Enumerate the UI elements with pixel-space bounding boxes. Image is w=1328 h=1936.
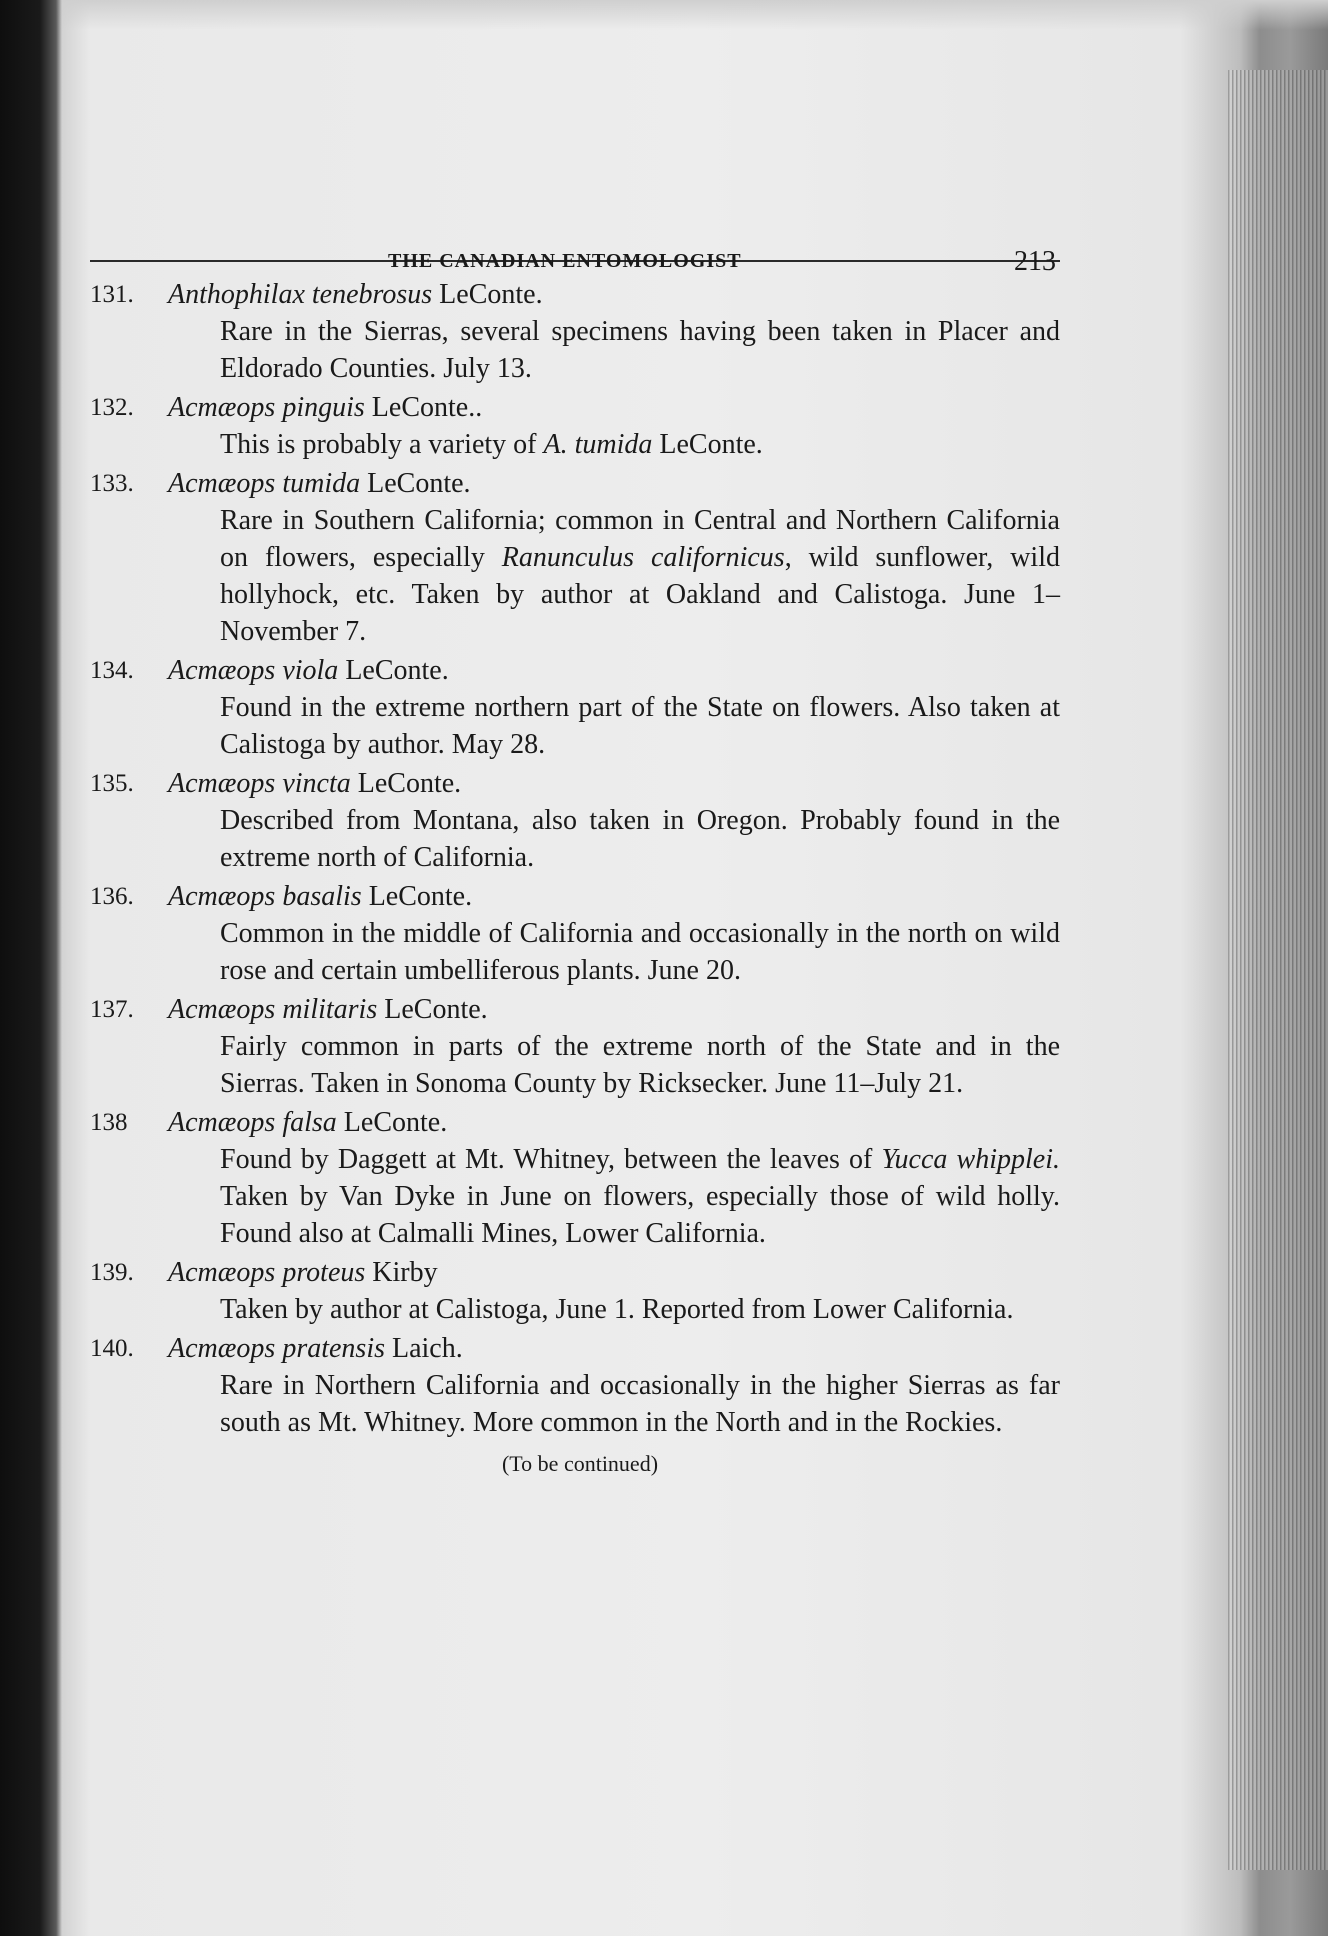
species-entry-138: [90, 1104, 1060, 1252]
species-name: Acmæops proteus: [168, 1257, 366, 1288]
entry-heading: [90, 389, 1060, 426]
to-be-continued-note: (To be continued): [501, 1451, 659, 1476]
entry-heading: [90, 465, 1060, 502]
species-author: LeConte..: [364, 392, 483, 423]
entry-description: [90, 502, 1060, 650]
description-text: This is probably a variety of: [220, 429, 544, 460]
description-text: Rare in Southern California; common in Central and Northern California on flowers, especially: [220, 505, 1060, 573]
entry-number: 140.: [90, 1335, 134, 1362]
description-text: LeConte.: [652, 429, 763, 460]
entry-number: 134.: [90, 657, 134, 684]
species-author: LeConte.: [377, 994, 488, 1025]
entry-number: 131.: [90, 281, 134, 308]
entry-number: 136.: [90, 883, 134, 910]
species-name: Acmæops pinguis: [168, 392, 365, 423]
description-italic: A. tumida: [543, 429, 653, 460]
entry-number: 138: [90, 1109, 128, 1136]
page-top-shade: [0, 0, 1328, 30]
species-list: [90, 276, 1060, 1441]
species-name: Acmæops basalis: [168, 881, 362, 912]
entry-description: Rare in the Sierras, several specimens having been taken in Placer and Eldorado Counties. July 13.: [220, 316, 1060, 384]
entry-heading: [90, 1104, 1060, 1141]
entry-name: [168, 765, 461, 802]
entry-heading: [90, 1254, 1060, 1291]
species-author: LeConte.: [360, 468, 471, 499]
species-entry-134: [90, 652, 1060, 763]
species-entry-133: [90, 465, 1060, 650]
entry-name: [168, 1254, 438, 1291]
book-gutter: [0, 0, 62, 1936]
description-text: Found by Daggett at Mt. Whitney, between the leaves of: [220, 1144, 882, 1175]
species-author: LeConte.: [432, 279, 543, 310]
entry-number: 135.: [90, 770, 134, 797]
entry-number: 132.: [90, 394, 134, 421]
entry-heading: [90, 991, 1060, 1028]
species-name: Acmæops pratensis: [168, 1333, 385, 1364]
species-author: Laich.: [385, 1333, 463, 1364]
entry-heading: [90, 652, 1060, 689]
species-author: LeConte.: [336, 1107, 448, 1138]
species-entry-132: [90, 389, 1060, 463]
entry-name: [168, 1330, 463, 1367]
entry-description: Fairly common in parts of the extreme north of the State and in the Sierras. Taken in Sonoma County by Ricksecker. June 11–July 21.: [220, 1031, 1060, 1099]
description-text: Taken by Van Dyke in June on flowers, especially those of wild holly. Found also at Calmalli Mines, Lower California.: [220, 1181, 1060, 1249]
species-name: Acmæops vincta: [168, 768, 351, 799]
entry-name: [168, 991, 488, 1028]
species-entry-135: [90, 765, 1060, 876]
species-name: Acmæops tumida: [168, 468, 361, 499]
entry-description: [90, 1141, 1060, 1252]
description-italic: Ranunculus californicus: [501, 542, 785, 573]
entry-name: [168, 389, 482, 426]
entry-name: [168, 878, 472, 915]
entry-description: Found in the extreme northern part of the State on flowers. Also taken at Calistoga by author. May 28.: [220, 692, 1060, 760]
entry-name: [168, 465, 471, 502]
species-author: LeConte.: [338, 655, 449, 686]
entry-name: [168, 1104, 447, 1141]
species-entry-137: [90, 991, 1060, 1102]
entry-description: Taken by author at Calistoga, June 1. Reported from Lower California.: [220, 1294, 1014, 1325]
species-name: Acmæops militaris: [168, 994, 378, 1025]
page-content: [90, 200, 1060, 1477]
description-italic: Yucca whipplei.: [881, 1144, 1060, 1175]
species-name: Acmæops viola: [168, 655, 339, 686]
species-author: LeConte.: [350, 768, 462, 799]
entry-description: Described from Montana, also taken in Oregon. Probably found in the extreme north of California.: [220, 805, 1060, 873]
page-header: [90, 200, 1060, 277]
entry-heading: [90, 878, 1060, 915]
species-name: Anthophilax tenebrosus: [168, 279, 433, 310]
entry-number: 133.: [90, 470, 134, 497]
entry-name: [168, 652, 449, 689]
entry-heading: [90, 765, 1060, 802]
entry-description: Common in the middle of California and occasionally in the north on wild rose and certain umbelliferous plants. June 20.: [220, 918, 1060, 986]
species-author: LeConte.: [361, 881, 473, 912]
entry-name: [168, 276, 543, 313]
species-entry-131: [90, 276, 1060, 387]
page-number: 213: [1014, 246, 1056, 277]
species-name: Acmæops falsa: [168, 1107, 337, 1138]
entry-number: 137.: [90, 996, 134, 1023]
species-entry-140: [90, 1330, 1060, 1441]
entry-number: 139.: [90, 1259, 134, 1286]
description-text: , wild sunflower, wild hollyhock, etc. Taken by author at Oakland and Calistoga. June 1–November 7.: [220, 542, 1060, 647]
species-author: Kirby: [365, 1257, 438, 1288]
book-fore-edge: [1228, 70, 1328, 1870]
entry-description: [90, 426, 1060, 463]
entry-heading: [90, 1330, 1060, 1367]
entry-description: Rare in Northern California and occasionally in the higher Sierras as far south as Mt. Whitney. More common in the North and in the Rockies.: [220, 1370, 1060, 1438]
species-entry-139: [90, 1254, 1060, 1328]
species-entry-136: [90, 878, 1060, 989]
entry-heading: [90, 276, 1060, 313]
running-title: THE CANADIAN ENTOMOLOGIST: [388, 250, 742, 272]
